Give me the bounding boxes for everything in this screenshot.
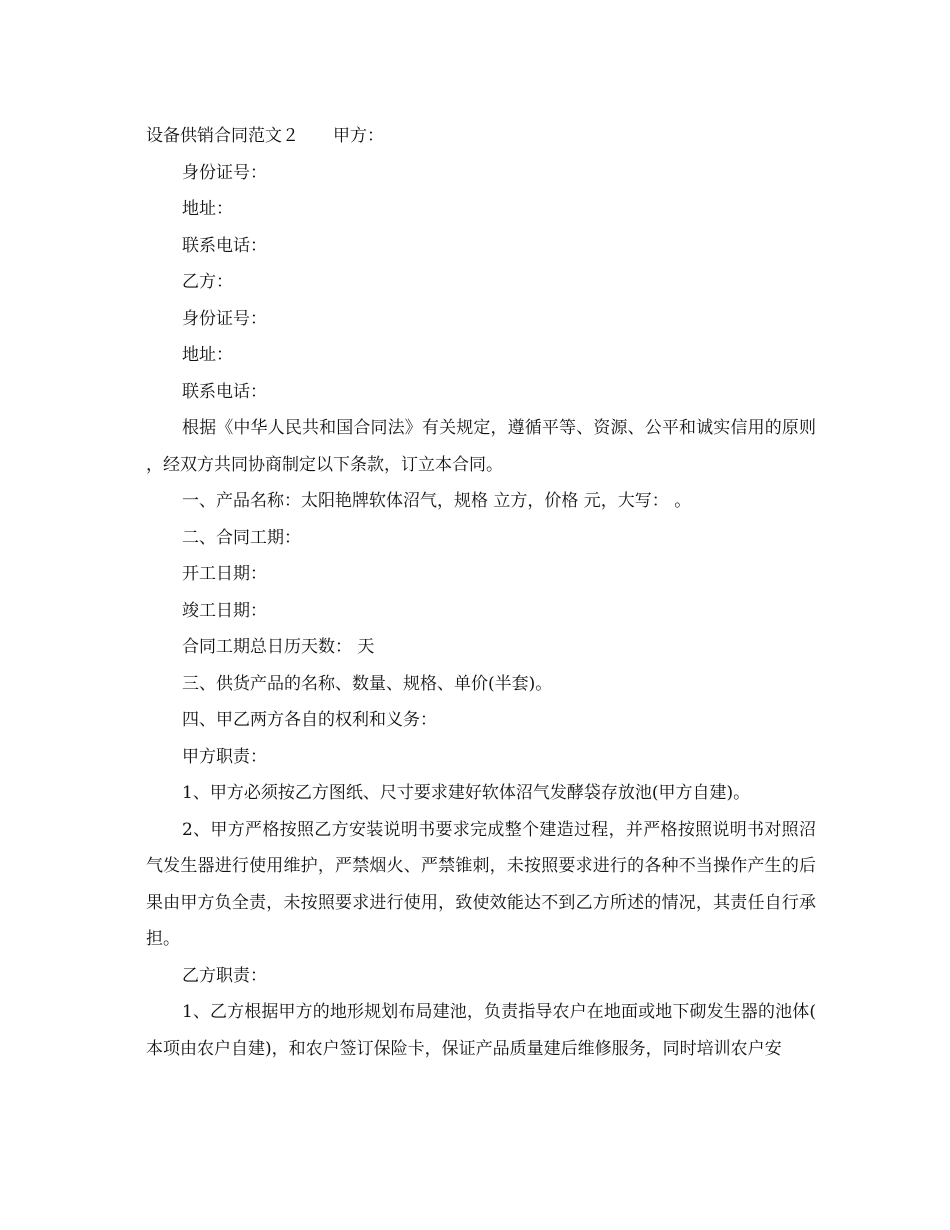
party-a-duties-heading: 甲方职责： (182, 746, 267, 767)
party-a-duty-2: 2、甲方严格按照乙方安装说明书要求完成整个建造过程，并严格按照说明书对照沼气发生器进行使用维护，严禁烟火、严禁锥刺，未按照要求进行的各种不当操作产生的后果由甲方负全责，未按照要求进行使用，致使效能达不到乙方所述的情况，其责任自行承担。 (146, 819, 816, 949)
party-b-label: 乙方： (182, 272, 233, 292)
preamble-paragraph: 根据《中华人民共和国合同法》有关规定，遵循平等、资源、公平和诚实信用的原则，经双方共同协商制定以下条款，订立本合同。 (146, 418, 816, 475)
party-b-phone: 联系电话： (182, 381, 267, 402)
clause-total-days: 合同工期总日历天数： 天 (182, 637, 375, 657)
party-b-duty-1: 1、乙方根据甲方的地形规划布局建池，负责指导农户在地面或地下砌发生器的池体(本项由农户自建)，和农户签订保险卡，保证产品质量建后维修服务，同时培训农户安 (146, 1002, 816, 1059)
clause-supply-products: 三、供货产品的名称、数量、规格、单价(半套)。 (182, 673, 553, 694)
party-a-phone: 联系电话： (182, 235, 267, 256)
document-body (146, 118, 816, 1067)
document-title: 设备供销合同范文２ (146, 126, 299, 146)
party-a-duty-1: 1、甲方必须按乙方图纸、尺寸要求建好软体沼气发酵袋存放池(甲方自建)。 (182, 783, 751, 803)
party-b-id-number: 身份证号： (182, 308, 267, 329)
party-b-duties-heading: 乙方职责： (182, 965, 267, 986)
clause-completion-date: 竣工日期： (182, 600, 267, 621)
party-a-address: 地址： (182, 199, 233, 219)
party-b-address: 地址： (182, 345, 233, 365)
clause-contract-period: 二、合同工期： (182, 527, 301, 548)
party-a-label: 甲方： (333, 126, 384, 146)
clause-product-name: 一、产品名称：太阳艳牌软体沼气，规格 立方，价格 元，大写： 。 (182, 491, 692, 511)
party-a-id-number: 身份证号： (182, 162, 267, 183)
document-heading (146, 118, 816, 155)
clause-rights-obligations: 四、甲乙两方各自的权利和义务： (182, 710, 437, 730)
clause-start-date: 开工日期： (182, 564, 267, 584)
